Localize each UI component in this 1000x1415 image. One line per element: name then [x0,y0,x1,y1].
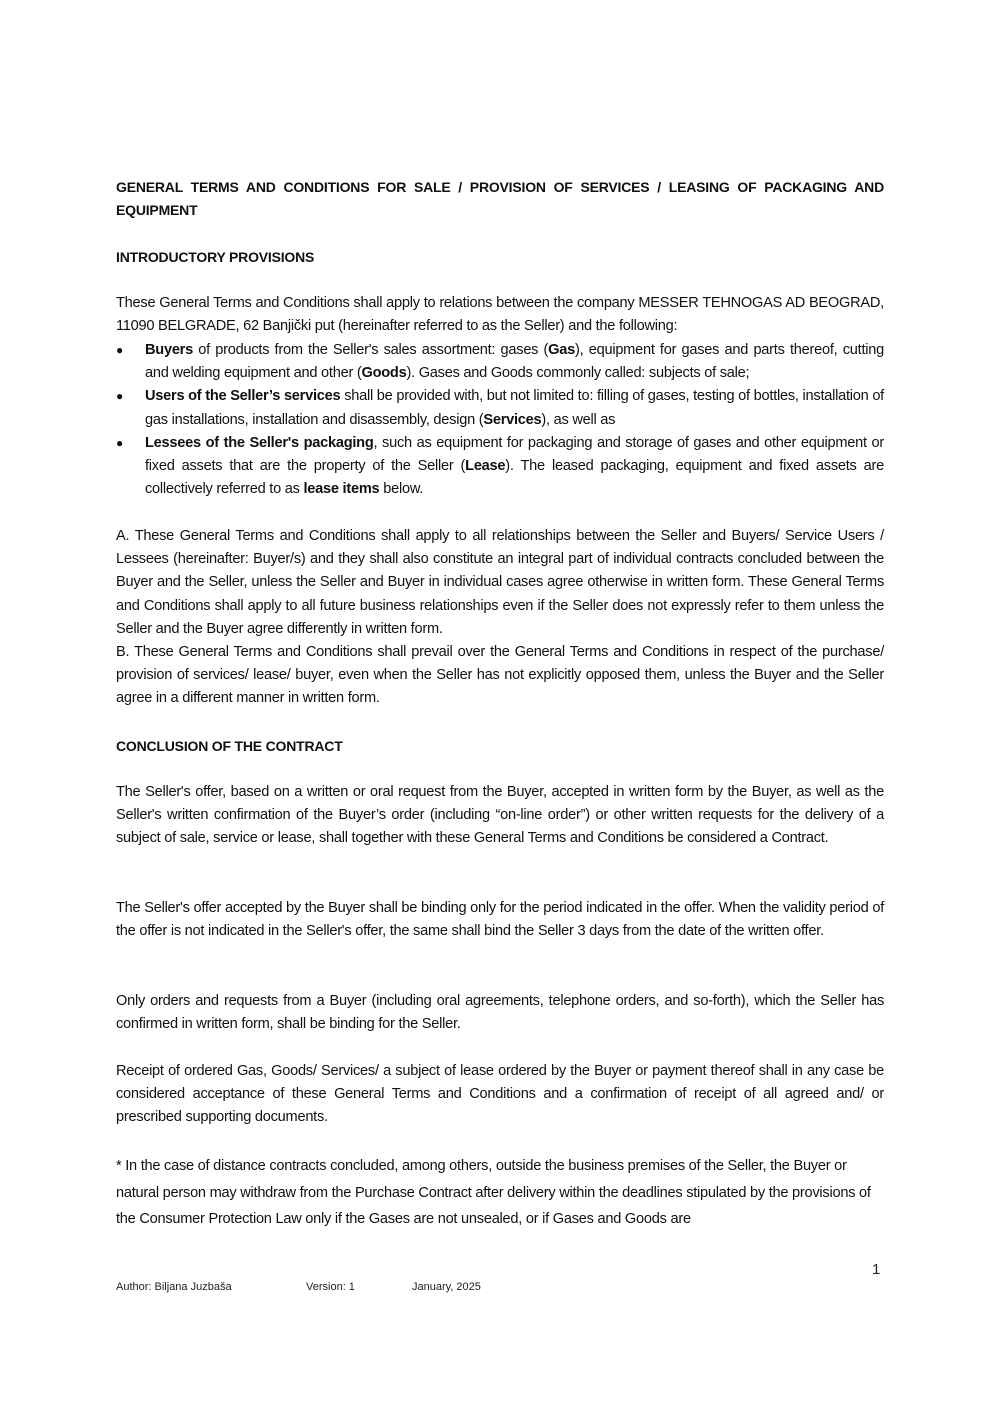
contract-paragraph: Only orders and requests from a Buyer (including oral agreements, telephone orders, and so-forth), which the Seller has confirmed in written form, shall be binding for the Seller. [116,993,884,1033]
bullet-item-lessees [116,432,884,502]
bullet-text: ), as well as [541,411,616,428]
bullet-lead: Buyers [145,342,193,358]
bullet-text: of products from the Seller's sales assortment: gases ( [192,342,549,358]
page-number: 1 [872,1261,881,1278]
contract-paragraph: The Seller's offer, based on a written or oral request from the Buyer, accepted in written form by the Buyer, as well as the Seller's written confirmation of the Buyer’s order (including “on-line order”) or other written requests for the delivery of a subject of sale, service or lease, shall together with these General Terms and Conditions be considered a Contract. [116,784,884,847]
bullet-term: lease items [303,481,380,498]
section-heading-introductory-provisions: INTRODUCTORY PROVISIONS [116,249,315,265]
bullet-term: Lease [465,458,506,475]
footer-date: January, 2025 [412,1281,481,1293]
contract-paragraph: The Seller's offer accepted by the Buyer shall be binding only for the period indicated in the offer. When the validity period of the offer is not indicated in the Seller's offer, the same shall bind the Seller 3 days from the date of the written offer. [116,900,884,940]
bullet-text: ). Gases and Goods commonly called: subjects of sale; [406,365,750,382]
paragraph-b: B. These General Terms and Conditions shall prevail over the General Terms and Conditions in respect of the purchase/ provision of services/ lease/ buyer, even when the Seller has not explicitly opposed them, unless the Buyer and the Seller agree in a different manner in written form. [116,644,884,707]
bullet-text: ). The leased packaging, equipment and fixed assets are collectively referred to as [145,458,884,498]
contract-paragraph: Receipt of ordered Gas, Goods/ Services/ a subject of lease ordered by the Buyer or payment thereof shall in any case be considered acceptance of these General Terms and Conditions and a confirmation of receipt of all agreed and/ or prescribed supporting documents. [116,1063,884,1126]
bullet-item-service-users [116,385,884,431]
bullet-text: shall be provided with, but not limited to: filling of gases, testing of bottles, installation of gas installations, installation and disassembly, design ( [145,388,884,428]
bullet-item-buyers [116,339,884,385]
footer-author: Author: Biljana Juzbaša [116,1281,232,1293]
footer-version: Version: 1 [306,1281,355,1293]
bullet-icon: ● [116,435,123,450]
bullet-icon: ● [116,343,123,357]
section-heading-conclusion-of-contract: CONCLUSION OF THE CONTRACT [116,738,343,754]
bullet-term: Gas [548,342,575,358]
paragraph-a: A. These General Terms and Conditions shall apply to all relationships between the Seller and Buyers/ Service Users / Lessees (hereinafter: Buyer/s) and they shall also constitute an integral part of individual contracts concluded between the Buyer and the Seller, unless the Seller and Buyer in individual cases agree otherwise in written form. These General Terms and Conditions shall apply to all future business relationships even if the Seller does not expressly refer to them unless the Seller and the Buyer agree differently in written form. [116,528,884,637]
bullet-icon: ● [116,389,123,404]
party-bullet-list [116,339,884,501]
distance-contract-paragraph: * In the case of distance contracts concluded, among others, outside the business premises of the Seller, the Buyer or natural person may withdraw from the Purchase Contract after delivery within the deadlines stipulated by the provisions of the Consumer Protection Law only if the Gases are not unsealed, or if Gases and Goods are [116,1158,871,1227]
document-title: GENERAL TERMS AND CONDITIONS FOR SALE / PROVISION OF SERVICES / LEASING OF PACKAGING AND EQUIPMENT [116,179,884,219]
bullet-text: , such as equipment for packaging and storage of gases and other equipment or fixed assets that are the property of the Seller ( [145,434,885,475]
bullet-term: Services [483,411,542,428]
intro-paragraph: These General Terms and Conditions shall apply to relations between the company MESSER TEHNOGAS AD BEOGRAD, 11090 BELGRADE, 62 Banjički put (hereinafter referred to as the Seller) and the following: [116,295,884,335]
bullet-term: Goods [361,365,407,382]
bullet-lead: Lessees of the Seller's packaging [145,434,374,451]
bullet-text: below. [379,481,424,498]
bullet-text: ), equipment for gases and parts thereof, cutting and welding equipment and other ( [145,342,884,382]
bullet-lead: Users of the Seller’s services [145,388,341,405]
